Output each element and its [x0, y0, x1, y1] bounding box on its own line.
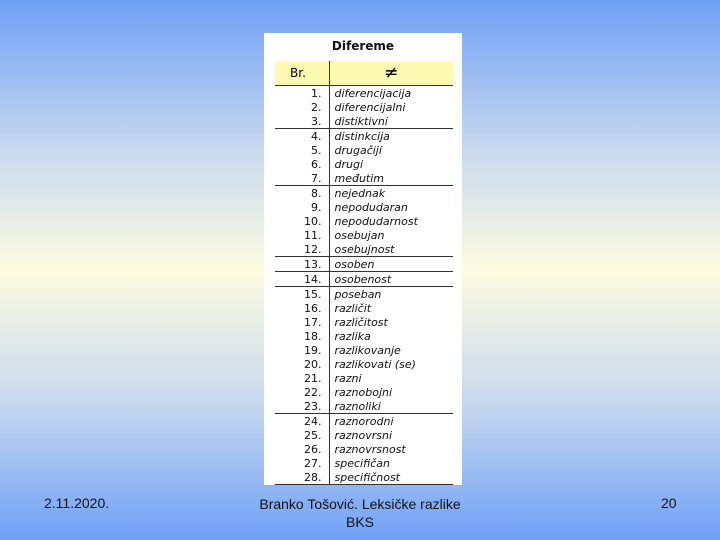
row-word: distinkcija: [334, 129, 390, 143]
row-number: 5.: [275, 143, 329, 157]
table-row: [275, 228, 453, 242]
row-number: 15.: [275, 287, 329, 302]
table-row: [275, 414, 453, 429]
row-word: osebujnost: [329, 242, 453, 257]
table-row: [275, 86, 453, 101]
table-row: [275, 301, 453, 315]
row-number: 22.: [275, 385, 329, 399]
row-number: 28.: [275, 470, 329, 485]
table-row: [275, 100, 453, 114]
row-word: poseban: [334, 287, 382, 301]
table-row: [275, 315, 453, 329]
row-number: 25.: [275, 428, 329, 442]
row-number: 11.: [275, 228, 329, 242]
table-row: [275, 171, 453, 186]
row-number: 4.: [275, 129, 329, 144]
row-number: 20.: [275, 357, 329, 371]
row-word: razni: [334, 371, 362, 385]
table-row: [275, 399, 453, 414]
table-row: [275, 470, 453, 485]
footer-author-line1: Branko Tošović. Leksičke razlike: [259, 496, 461, 512]
row-number: 23.: [275, 399, 329, 414]
difereme-table-card: [264, 33, 462, 485]
row-number: 19.: [275, 343, 329, 357]
table-row: [275, 214, 453, 228]
row-number: 26.: [275, 442, 329, 456]
row-word: raznorodni: [334, 414, 394, 428]
table-row: [275, 257, 453, 272]
row-number: 13.: [275, 257, 329, 272]
footer-author: [240, 495, 480, 531]
row-number: 18.: [275, 329, 329, 343]
row-word: raznovrsnost: [334, 442, 406, 456]
row-word: nepodudaran: [334, 200, 408, 214]
difereme-table: [275, 61, 453, 485]
row-number: 21.: [275, 371, 329, 385]
table-header-row: [275, 61, 453, 86]
row-word: specifičnost: [329, 470, 453, 485]
row-word: nejednak: [334, 186, 386, 200]
table-row: [275, 129, 453, 144]
table-body: [275, 86, 453, 485]
table-row: [275, 287, 453, 302]
table-row: [275, 157, 453, 171]
table-title: Difereme: [331, 39, 395, 53]
row-word: osoben: [329, 257, 453, 272]
row-word: drugi: [334, 157, 364, 171]
table-row: [275, 186, 453, 201]
table-row: [275, 143, 453, 157]
row-number: 14.: [275, 272, 329, 287]
row-word: različitost: [334, 315, 388, 329]
row-word: diferencijacija: [334, 86, 412, 100]
row-number: 7.: [275, 171, 329, 186]
row-number: 16.: [275, 301, 329, 315]
row-number: 27.: [275, 456, 329, 470]
footer-page-number: 20: [661, 495, 677, 511]
row-word: drugačiji: [334, 143, 382, 157]
table-row: [275, 371, 453, 385]
row-word: razlika: [334, 329, 371, 343]
row-number: 8.: [275, 186, 329, 201]
row-word: nepodudarnost: [334, 214, 418, 228]
row-word: raznoliki: [329, 399, 453, 414]
row-number: 24.: [275, 414, 329, 429]
row-word: osebujan: [334, 228, 385, 242]
row-word: raznobojni: [334, 385, 393, 399]
row-word: osobenost: [329, 272, 453, 287]
header-number: Br.: [275, 61, 329, 86]
row-word: distiktivni: [329, 114, 453, 129]
table-row: [275, 442, 453, 456]
table-row: [275, 200, 453, 214]
table-row: [275, 329, 453, 343]
row-word: razlikovanje: [334, 343, 401, 357]
table-row: [275, 385, 453, 399]
not-equal-icon: ≠: [329, 61, 453, 86]
row-number: 1.: [275, 86, 329, 101]
table-row: [275, 456, 453, 470]
row-word: specifičan: [334, 456, 390, 470]
table-row: [275, 343, 453, 357]
row-word: diferencijalni: [334, 100, 406, 114]
row-number: 17.: [275, 315, 329, 329]
row-word: razlikovati (se): [334, 357, 416, 371]
table-row: [275, 357, 453, 371]
row-number: 9.: [275, 200, 329, 214]
row-number: 6.: [275, 157, 329, 171]
row-word: različit: [334, 301, 372, 315]
row-number: 12.: [275, 242, 329, 257]
table-row: [275, 242, 453, 257]
footer-author-line2: BKS: [345, 514, 374, 530]
table-row: [275, 272, 453, 287]
row-number: 3.: [275, 114, 329, 129]
footer-date: 2.11.2020.: [44, 495, 110, 511]
row-number: 2.: [275, 100, 329, 114]
row-word: međutim: [329, 171, 453, 186]
table-row: [275, 114, 453, 129]
row-number: 10.: [275, 214, 329, 228]
table-row: [275, 428, 453, 442]
row-word: raznovrsni: [334, 428, 393, 442]
